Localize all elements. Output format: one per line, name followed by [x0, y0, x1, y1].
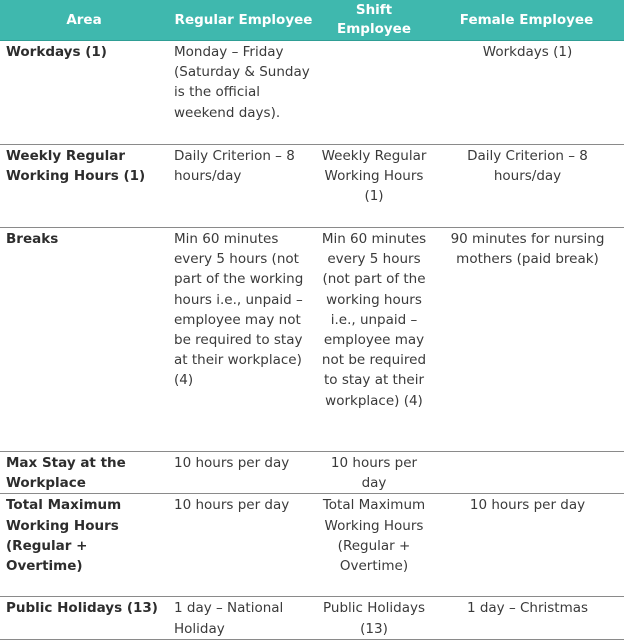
- row-regular-cell: 1 day – National Holiday: [168, 597, 319, 639]
- row-area-cell: Max Stay at the Workplace: [0, 452, 168, 494]
- row-shift-cell: Public Holidays (13): [319, 597, 429, 639]
- row-shift-cell: Total Maximum Working Hours (Regular + Overtime): [319, 494, 429, 597]
- header-shift-employee: Shift Employee: [319, 0, 429, 41]
- table-body: [0, 41, 624, 640]
- row-female-cell: [429, 452, 624, 494]
- row-female-cell: Workdays (1): [429, 41, 624, 145]
- row-area-cell: Total Maximum Working Hours (Regular + Overtime): [0, 494, 168, 597]
- row-area-cell: Breaks: [0, 228, 168, 452]
- row-female-cell: Daily Criterion – 8 hours/day: [429, 145, 624, 228]
- header-regular-employee: Regular Employee: [168, 0, 319, 41]
- row-shift-cell: [319, 41, 429, 145]
- row-regular-cell: 10 hours per day: [168, 494, 319, 597]
- table-row: [0, 597, 624, 639]
- row-shift-cell: Weekly Regular Working Hours (1): [319, 145, 429, 228]
- table-row: [0, 41, 624, 145]
- row-regular-cell: Min 60 minutes every 5 hours (not part of the working hours i.e., unpaid – employee may not be required to stay at their workplace) (4): [168, 228, 319, 452]
- row-shift-cell: 10 hours per day: [319, 452, 429, 494]
- row-female-cell: 1 day – Christmas: [429, 597, 624, 639]
- row-area-cell: Weekly Regular Working Hours (1): [0, 145, 168, 228]
- table-row: [0, 228, 624, 452]
- row-regular-cell: Monday – Friday (Saturday & Sunday is the official weekend days).: [168, 41, 319, 145]
- row-area-cell: Workdays (1): [0, 41, 168, 145]
- row-area-cell: Public Holidays (13): [0, 597, 168, 639]
- row-shift-cell: Min 60 minutes every 5 hours (not part of the working hours i.e., unpaid – employee may not be required to stay at their workplace) (4): [319, 228, 429, 452]
- row-female-cell: 90 minutes for nursing mothers (paid break): [429, 228, 624, 452]
- row-female-cell: 10 hours per day: [429, 494, 624, 597]
- table-row: [0, 452, 624, 494]
- header-area: Area: [0, 0, 168, 41]
- table-row: [0, 494, 624, 597]
- table-header: [0, 0, 624, 41]
- header-row: [0, 0, 624, 41]
- row-regular-cell: 10 hours per day: [168, 452, 319, 494]
- header-female-employee: Female Employee: [429, 0, 624, 41]
- table-row: [0, 145, 624, 228]
- row-regular-cell: Daily Criterion – 8 hours/day: [168, 145, 319, 228]
